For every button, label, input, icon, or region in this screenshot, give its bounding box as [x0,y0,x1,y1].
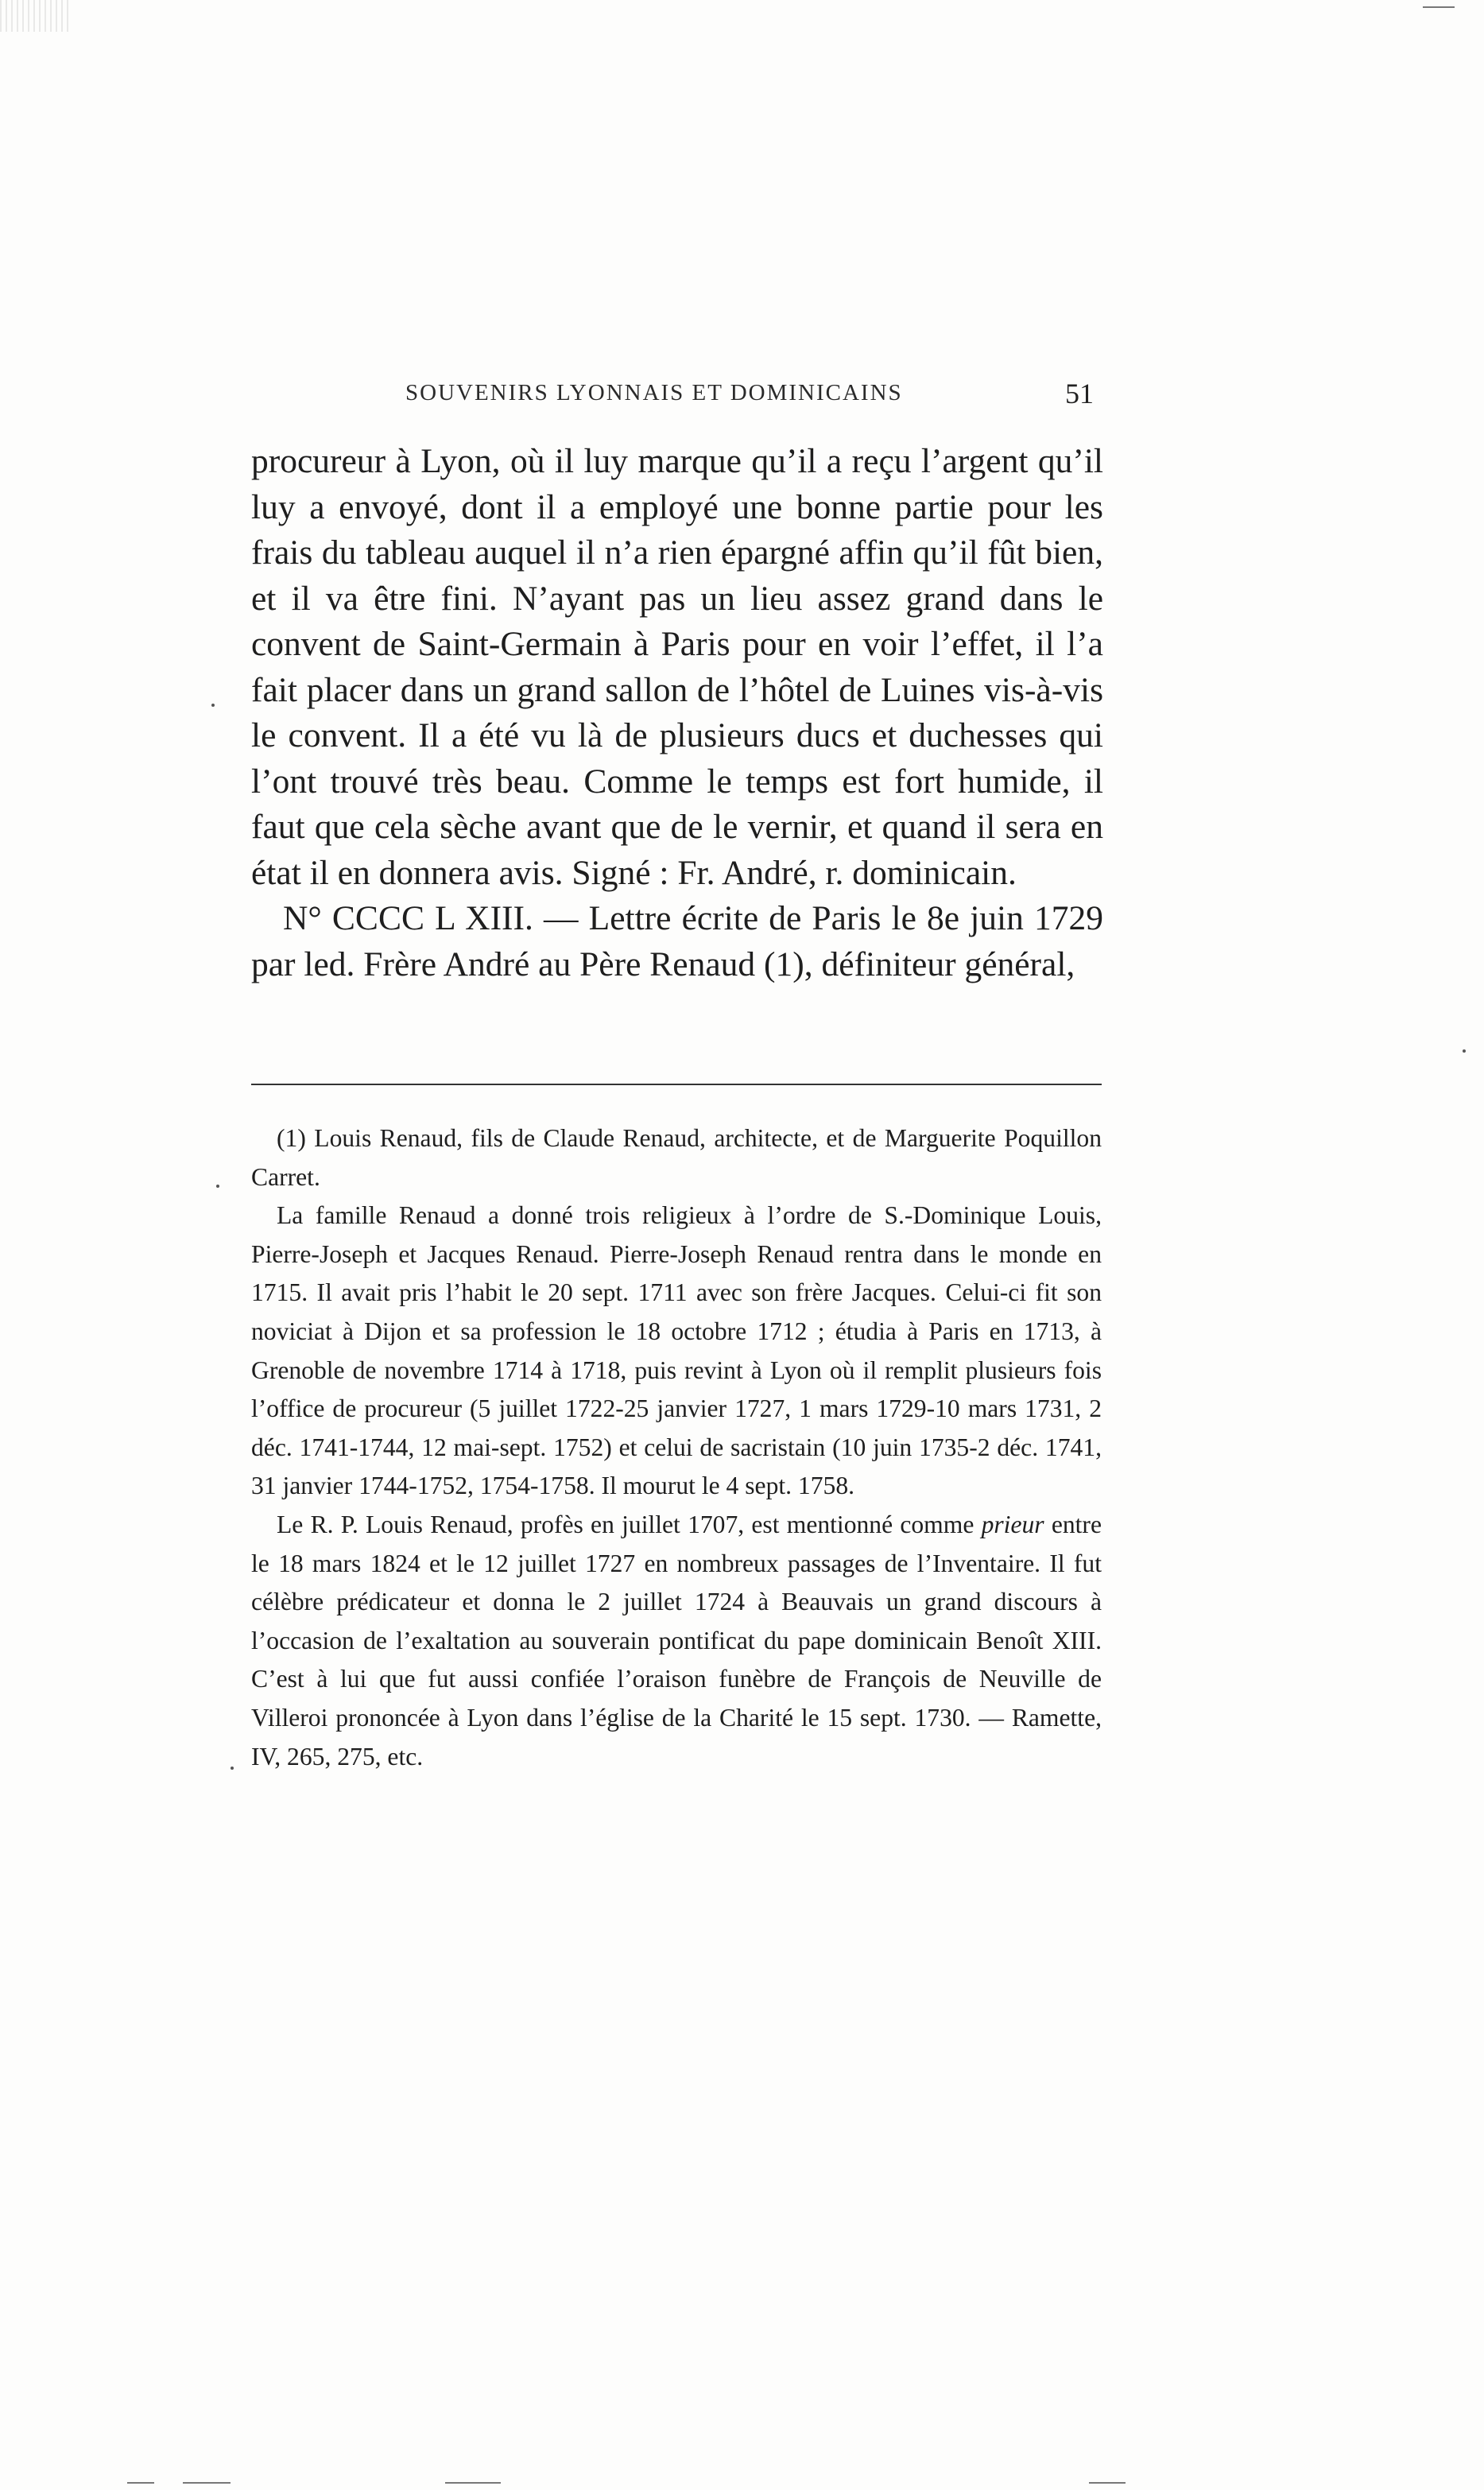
footnote-italic: prieur [981,1510,1044,1538]
main-text [251,439,1103,987]
footnote [251,1506,1102,1776]
footnote-separator [251,1084,1102,1085]
footnote-text: entre le 18 mars 1824 et le 12 juillet 1727 en nombreux passages de l’Inventaire. Il fut célèbre prédicateur et donna le 2 juillet 1724 à Beauvais un grand discours à l’occasion de l’exaltation au souverain pontificat du pape dominicain Benoît XIII. C’est à lui que fut aussi confiée l’oraison funèbre de François de Neuville de Villeroi prononcée à Lyon dans l’église de la Charité le 15 sept. 1730. — Ramette, IV, 265, 275, etc. [251,1510,1102,1771]
page-number: 51 [1065,378,1094,409]
footnotes [251,1119,1102,1776]
footnote: (1) Louis Renaud, fils de Claude Renaud, architecte, et de Marguerite Poquillon Carret. [251,1124,1102,1191]
scan-mark [127,2482,154,2484]
body-paragraph: N° CCCC L XIII. — Lettre écrite de Paris le 8e juin 1729 par led. Frère André au Père Renaud (1), définiteur général, [251,899,1103,983]
margin-mark [216,1185,219,1188]
scan-mark [1089,2482,1126,2484]
scan-mark [445,2482,501,2484]
margin-mark [231,1767,234,1770]
margin-mark [211,704,215,707]
footnote-text: Le R. P. Louis Renaud, profès en juillet 1707, est mentionné comme [277,1510,974,1538]
footnote: La famille Renaud a donné trois religieux à l’ordre de S.-Dominique Louis, Pierre-Joseph et Jacques Renaud. Pierre-Joseph Renaud rentra dans le monde en 1715. Il avait pris l’habit le 20 sept. 1711 avec son frère Jacques. Celui-ci fit son noviciat à Dijon et sa profession le 18 octobre 1712 ; étudia à Paris en 1713, à Grenoble de novembre 1714 à 1718, puis revint à Lyon où il remplit plusieurs fois l’office de procureur (5 juillet 1722-25 janvier 1727, 1 mars 1729-10 mars 1731, 2 déc. 1741-1744, 12 mai-sept. 1752) et celui de sacristain (10 juin 1735-2 déc. 1741, 31 janvier 1744-1752, 1754-1758. Il mourut le 4 sept. 1758. [251,1201,1102,1500]
body-paragraph: procureur à Lyon, où il luy marque qu’il a reçu l’argent qu’il luy a envoyé, dont il a employé une bonne partie pour les frais du tableau auquel il n’a rien épargné affin qu’il fût bien, et il va être fini. N’ayant pas un lieu assez grand dans le convent de Saint-Germain à Paris pour en voir l’effet, il l’a fait placer dans un grand sallon de l’hôtel de Luines vis-à-vis le convent. Il a été vu là de plusieurs ducs et duchesses qui l’ont trouvé très beau. Comme le temps est fort humide, il faut que cela sèche avant que de le vernir, et quand il sera en état il en donnera avis. Signé : Fr. André, r. dominicain. [251,442,1103,892]
margin-mark [1463,1049,1466,1053]
running-head: SOUVENIRS LYONNAIS ET DOMINICAINS [405,380,903,405]
scan-mark [183,2482,231,2484]
scan-mark [1423,6,1455,8]
scan-specks [0,0,72,32]
